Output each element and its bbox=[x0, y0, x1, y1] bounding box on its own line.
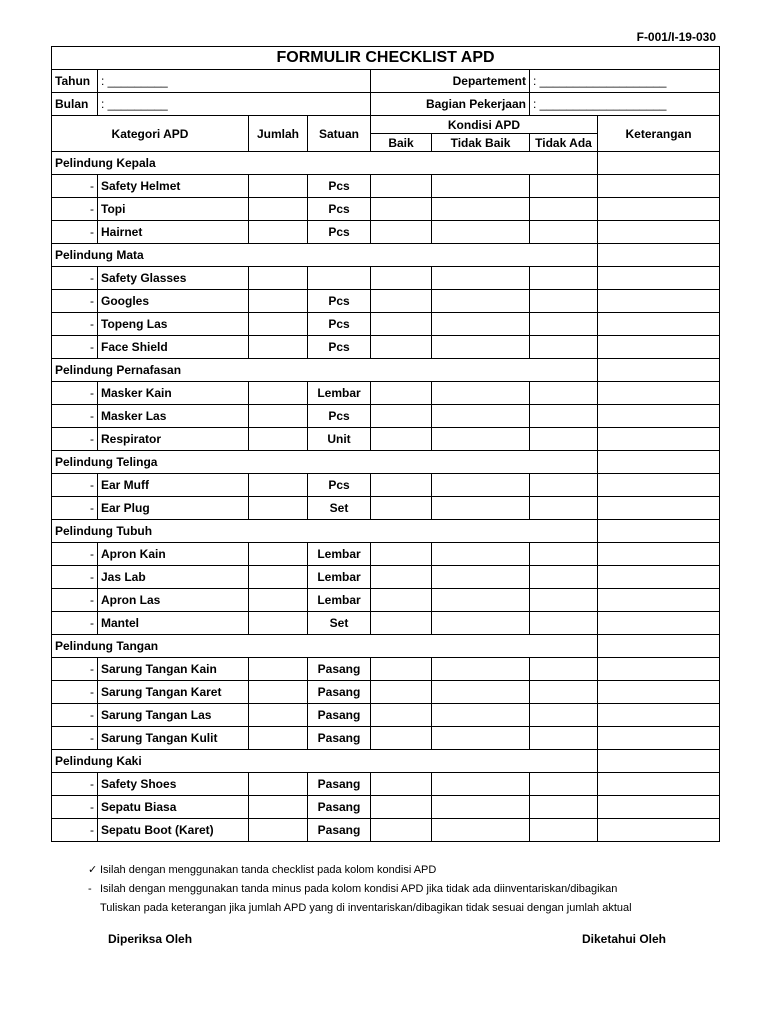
item-name: Hairnet bbox=[98, 221, 249, 244]
form-title: FORMULIR CHECKLIST APD bbox=[52, 47, 720, 70]
document-number: F-001/I-19-030 bbox=[636, 30, 716, 44]
item-name: Googles bbox=[98, 290, 249, 313]
header-kategori: Kategori APD bbox=[52, 116, 249, 152]
keterangan-cell[interactable] bbox=[598, 658, 720, 681]
keterangan-cell[interactable] bbox=[598, 566, 720, 589]
item-row bbox=[52, 727, 720, 750]
satuan-cell: Pasang bbox=[308, 727, 371, 750]
satuan-cell: Unit bbox=[308, 428, 371, 451]
diketahui-oleh-label: Diketahui Oleh bbox=[581, 932, 666, 946]
tidak-ada-cell[interactable] bbox=[530, 566, 598, 589]
item-dash: - bbox=[52, 313, 98, 336]
item-name: Sarung Tangan Las bbox=[98, 704, 249, 727]
tidak-baik-cell[interactable] bbox=[432, 658, 530, 681]
tidak-baik-cell[interactable] bbox=[432, 681, 530, 704]
item-row bbox=[52, 474, 720, 497]
category-name: Pelindung Pernafasan bbox=[52, 359, 598, 382]
item-dash: - bbox=[52, 773, 98, 796]
item-name: Sarung Tangan Kain bbox=[98, 658, 249, 681]
item-name: Respirator bbox=[98, 428, 249, 451]
item-name: Apron Las bbox=[98, 589, 249, 612]
jumlah-cell[interactable] bbox=[249, 658, 308, 681]
category-row bbox=[52, 359, 720, 382]
keterangan-cell[interactable] bbox=[598, 451, 720, 474]
category-name: Pelindung Telinga bbox=[52, 451, 598, 474]
jumlah-cell[interactable] bbox=[249, 336, 308, 359]
baik-cell[interactable] bbox=[371, 704, 432, 727]
keterangan-cell[interactable] bbox=[598, 405, 720, 428]
tidak-ada-cell[interactable] bbox=[530, 773, 598, 796]
tidak-ada-cell[interactable] bbox=[530, 589, 598, 612]
jumlah-cell[interactable] bbox=[249, 221, 308, 244]
baik-cell[interactable] bbox=[371, 175, 432, 198]
item-row bbox=[52, 428, 720, 451]
tidak-baik-cell[interactable] bbox=[432, 566, 530, 589]
item-dash: - bbox=[52, 704, 98, 727]
note-text: Isilah dengan menggunakan tanda checklist pada kolom kondisi APD bbox=[100, 864, 437, 876]
baik-cell[interactable] bbox=[371, 727, 432, 750]
jumlah-cell[interactable] bbox=[249, 382, 308, 405]
satuan-cell: Lembar bbox=[308, 382, 371, 405]
departement-field[interactable]: : ___________________ bbox=[530, 70, 720, 93]
satuan-cell: Pasang bbox=[308, 796, 371, 819]
baik-cell[interactable] bbox=[371, 267, 432, 290]
keterangan-cell[interactable] bbox=[598, 704, 720, 727]
item-name: Sarung Tangan Kulit bbox=[98, 727, 249, 750]
item-row bbox=[52, 681, 720, 704]
jumlah-cell[interactable] bbox=[249, 681, 308, 704]
keterangan-cell[interactable] bbox=[598, 175, 720, 198]
category-row bbox=[52, 152, 720, 175]
baik-cell[interactable] bbox=[371, 589, 432, 612]
baik-cell[interactable] bbox=[371, 290, 432, 313]
tidak-ada-cell[interactable] bbox=[530, 198, 598, 221]
item-dash: - bbox=[52, 267, 98, 290]
satuan-cell: Pasang bbox=[308, 773, 371, 796]
tidak-baik-cell[interactable] bbox=[432, 198, 530, 221]
item-name: Safety Glasses bbox=[98, 267, 249, 290]
tidak-ada-cell[interactable] bbox=[530, 336, 598, 359]
header-jumlah: Jumlah bbox=[249, 116, 308, 152]
category-name: Pelindung Kepala bbox=[52, 152, 598, 175]
header-kondisi: Kondisi APD bbox=[371, 116, 598, 134]
baik-cell[interactable] bbox=[371, 405, 432, 428]
departement-label: Departement bbox=[371, 70, 530, 93]
bulan-label: Bulan bbox=[52, 93, 98, 116]
note-item bbox=[88, 899, 632, 918]
tahun-label: Tahun bbox=[52, 70, 98, 93]
satuan-cell: Pcs bbox=[308, 198, 371, 221]
item-row bbox=[52, 658, 720, 681]
keterangan-cell[interactable] bbox=[598, 382, 720, 405]
tidak-baik-cell[interactable] bbox=[432, 819, 530, 842]
item-name: Apron Kain bbox=[98, 543, 249, 566]
item-dash: - bbox=[52, 727, 98, 750]
satuan-cell: Lembar bbox=[308, 589, 371, 612]
baik-cell[interactable] bbox=[371, 313, 432, 336]
tidak-ada-cell[interactable] bbox=[530, 796, 598, 819]
item-name: Face Shield bbox=[98, 336, 249, 359]
item-row bbox=[52, 382, 720, 405]
header-satuan: Satuan bbox=[308, 116, 371, 152]
keterangan-cell[interactable] bbox=[598, 497, 720, 520]
item-row bbox=[52, 796, 720, 819]
jumlah-cell[interactable] bbox=[249, 198, 308, 221]
keterangan-cell[interactable] bbox=[598, 773, 720, 796]
category-name: Pelindung Mata bbox=[52, 244, 598, 267]
note-text: Isilah dengan menggunakan tanda minus pada kolom kondisi APD jika tidak ada diinventariskan/dibagikan bbox=[100, 883, 618, 895]
item-name: Ear Plug bbox=[98, 497, 249, 520]
baik-cell[interactable] bbox=[371, 198, 432, 221]
satuan-cell: Pasang bbox=[308, 704, 371, 727]
baik-cell[interactable] bbox=[371, 773, 432, 796]
tidak-baik-cell[interactable] bbox=[432, 543, 530, 566]
tidak-ada-cell[interactable] bbox=[530, 382, 598, 405]
item-dash: - bbox=[52, 428, 98, 451]
satuan-cell: Set bbox=[308, 612, 371, 635]
tidak-ada-cell[interactable] bbox=[530, 497, 598, 520]
item-dash: - bbox=[52, 612, 98, 635]
tidak-baik-cell[interactable] bbox=[432, 336, 530, 359]
item-row bbox=[52, 290, 720, 313]
item-row bbox=[52, 313, 720, 336]
baik-cell[interactable] bbox=[371, 566, 432, 589]
item-row bbox=[52, 773, 720, 796]
dash-marker: - bbox=[88, 883, 92, 895]
header-tidak-ada: Tidak Ada bbox=[530, 134, 598, 152]
satuan-cell: Pcs bbox=[308, 221, 371, 244]
jumlah-cell[interactable] bbox=[249, 474, 308, 497]
instructions bbox=[88, 861, 632, 918]
keterangan-cell[interactable] bbox=[598, 474, 720, 497]
tidak-baik-cell[interactable] bbox=[432, 290, 530, 313]
tidak-baik-cell[interactable] bbox=[432, 221, 530, 244]
category-name: Pelindung Kaki bbox=[52, 750, 598, 773]
keterangan-cell[interactable] bbox=[598, 750, 720, 773]
category-row bbox=[52, 750, 720, 773]
jumlah-cell[interactable] bbox=[249, 267, 308, 290]
tidak-ada-cell[interactable] bbox=[530, 727, 598, 750]
item-row bbox=[52, 497, 720, 520]
satuan-cell: Set bbox=[308, 497, 371, 520]
tidak-baik-cell[interactable] bbox=[432, 405, 530, 428]
category-name: Pelindung Tubuh bbox=[52, 520, 598, 543]
check-icon: ✓ bbox=[88, 864, 98, 876]
tidak-ada-cell[interactable] bbox=[530, 290, 598, 313]
tidak-baik-cell[interactable] bbox=[432, 773, 530, 796]
baik-cell[interactable] bbox=[371, 497, 432, 520]
header-tidak-baik: Tidak Baik bbox=[432, 134, 530, 152]
tidak-ada-cell[interactable] bbox=[530, 681, 598, 704]
keterangan-cell[interactable] bbox=[598, 313, 720, 336]
keterangan-cell[interactable] bbox=[598, 290, 720, 313]
satuan-cell: Pasang bbox=[308, 658, 371, 681]
satuan-cell: Pcs bbox=[308, 405, 371, 428]
item-dash: - bbox=[52, 405, 98, 428]
category-row bbox=[52, 635, 720, 658]
jumlah-cell[interactable] bbox=[249, 428, 308, 451]
satuan-cell bbox=[308, 267, 371, 290]
jumlah-cell[interactable] bbox=[249, 175, 308, 198]
item-name: Topeng Las bbox=[98, 313, 249, 336]
item-dash: - bbox=[52, 336, 98, 359]
category-name: Pelindung Tangan bbox=[52, 635, 598, 658]
baik-cell[interactable] bbox=[371, 336, 432, 359]
item-name: Sepatu Biasa bbox=[98, 796, 249, 819]
keterangan-cell[interactable] bbox=[598, 221, 720, 244]
bagian-pekerjaan-field[interactable]: : ___________________ bbox=[530, 93, 720, 116]
jumlah-cell[interactable] bbox=[249, 773, 308, 796]
item-dash: - bbox=[52, 589, 98, 612]
item-name: Topi bbox=[98, 198, 249, 221]
checklist-table bbox=[51, 46, 720, 842]
jumlah-cell[interactable] bbox=[249, 727, 308, 750]
category-row bbox=[52, 451, 720, 474]
tidak-baik-cell[interactable] bbox=[432, 727, 530, 750]
tidak-baik-cell[interactable] bbox=[432, 382, 530, 405]
item-dash: - bbox=[52, 497, 98, 520]
item-dash: - bbox=[52, 382, 98, 405]
satuan-cell: Pcs bbox=[308, 313, 371, 336]
item-name: Ear Muff bbox=[98, 474, 249, 497]
item-row bbox=[52, 566, 720, 589]
tidak-ada-cell[interactable] bbox=[530, 175, 598, 198]
item-row bbox=[52, 704, 720, 727]
note-text: Tuliskan pada keterangan jika jumlah APD yang di inventariskan/dibagikan tidak sesuai dengan jumlah aktual bbox=[100, 902, 632, 914]
keterangan-cell[interactable] bbox=[598, 635, 720, 658]
item-row bbox=[52, 612, 720, 635]
item-dash: - bbox=[52, 290, 98, 313]
keterangan-cell[interactable] bbox=[598, 359, 720, 382]
item-dash: - bbox=[52, 819, 98, 842]
item-name: Safety Shoes bbox=[98, 773, 249, 796]
keterangan-cell[interactable] bbox=[598, 520, 720, 543]
tidak-ada-cell[interactable] bbox=[530, 612, 598, 635]
keterangan-cell[interactable] bbox=[598, 198, 720, 221]
baik-cell[interactable] bbox=[371, 382, 432, 405]
item-dash: - bbox=[52, 796, 98, 819]
satuan-cell: Lembar bbox=[308, 566, 371, 589]
keterangan-cell[interactable] bbox=[598, 336, 720, 359]
category-row bbox=[52, 244, 720, 267]
tidak-ada-cell[interactable] bbox=[530, 267, 598, 290]
item-name: Sepatu Boot (Karet) bbox=[98, 819, 249, 842]
satuan-cell: Pcs bbox=[308, 290, 371, 313]
item-name: Safety Helmet bbox=[98, 175, 249, 198]
item-row bbox=[52, 221, 720, 244]
item-row bbox=[52, 405, 720, 428]
item-dash: - bbox=[52, 681, 98, 704]
tidak-baik-cell[interactable] bbox=[432, 313, 530, 336]
satuan-cell: Lembar bbox=[308, 543, 371, 566]
baik-cell[interactable] bbox=[371, 612, 432, 635]
jumlah-cell[interactable] bbox=[249, 290, 308, 313]
baik-cell[interactable] bbox=[371, 428, 432, 451]
keterangan-cell[interactable] bbox=[598, 543, 720, 566]
keterangan-cell[interactable] bbox=[598, 612, 720, 635]
jumlah-cell[interactable] bbox=[249, 313, 308, 336]
tidak-baik-cell[interactable] bbox=[432, 267, 530, 290]
tahun-field[interactable]: : _________ bbox=[98, 70, 371, 93]
baik-cell[interactable] bbox=[371, 543, 432, 566]
note-item bbox=[88, 880, 632, 899]
baik-cell[interactable] bbox=[371, 474, 432, 497]
satuan-cell: Pcs bbox=[308, 175, 371, 198]
keterangan-cell[interactable] bbox=[598, 819, 720, 842]
satuan-cell: Pcs bbox=[308, 336, 371, 359]
item-dash: - bbox=[52, 221, 98, 244]
tidak-baik-cell[interactable] bbox=[432, 497, 530, 520]
satuan-cell: Pasang bbox=[308, 681, 371, 704]
jumlah-cell[interactable] bbox=[249, 497, 308, 520]
tidak-ada-cell[interactable] bbox=[530, 428, 598, 451]
baik-cell[interactable] bbox=[371, 221, 432, 244]
jumlah-cell[interactable] bbox=[249, 589, 308, 612]
header-keterangan: Keterangan bbox=[598, 116, 720, 152]
tidak-ada-cell[interactable] bbox=[530, 474, 598, 497]
note-item bbox=[88, 861, 632, 880]
jumlah-cell[interactable] bbox=[249, 819, 308, 842]
tidak-ada-cell[interactable] bbox=[530, 405, 598, 428]
jumlah-cell[interactable] bbox=[249, 405, 308, 428]
item-row bbox=[52, 175, 720, 198]
tidak-baik-cell[interactable] bbox=[432, 589, 530, 612]
keterangan-cell[interactable] bbox=[598, 681, 720, 704]
item-dash: - bbox=[52, 566, 98, 589]
header-baik: Baik bbox=[371, 134, 432, 152]
item-row bbox=[52, 589, 720, 612]
tidak-ada-cell[interactable] bbox=[530, 543, 598, 566]
keterangan-cell[interactable] bbox=[598, 796, 720, 819]
baik-cell[interactable] bbox=[371, 681, 432, 704]
tidak-ada-cell[interactable] bbox=[530, 313, 598, 336]
tidak-baik-cell[interactable] bbox=[432, 428, 530, 451]
item-dash: - bbox=[52, 543, 98, 566]
baik-cell[interactable] bbox=[371, 796, 432, 819]
tidak-baik-cell[interactable] bbox=[432, 175, 530, 198]
item-dash: - bbox=[52, 658, 98, 681]
diperiksa-oleh-label: Diperiksa Oleh bbox=[108, 932, 193, 946]
item-dash: - bbox=[52, 198, 98, 221]
item-name: Sarung Tangan Karet bbox=[98, 681, 249, 704]
bulan-field[interactable]: : _________ bbox=[98, 93, 371, 116]
item-row bbox=[52, 198, 720, 221]
item-row bbox=[52, 336, 720, 359]
item-name: Masker Kain bbox=[98, 382, 249, 405]
keterangan-cell[interactable] bbox=[598, 152, 720, 175]
satuan-cell: Pcs bbox=[308, 474, 371, 497]
item-name: Masker Las bbox=[98, 405, 249, 428]
tidak-ada-cell[interactable] bbox=[530, 221, 598, 244]
keterangan-cell[interactable] bbox=[598, 428, 720, 451]
tidak-baik-cell[interactable] bbox=[432, 612, 530, 635]
keterangan-cell[interactable] bbox=[598, 244, 720, 267]
tidak-ada-cell[interactable] bbox=[530, 819, 598, 842]
tidak-baik-cell[interactable] bbox=[432, 474, 530, 497]
jumlah-cell[interactable] bbox=[249, 704, 308, 727]
jumlah-cell[interactable] bbox=[249, 566, 308, 589]
item-row bbox=[52, 543, 720, 566]
satuan-cell: Pasang bbox=[308, 819, 371, 842]
item-name: Mantel bbox=[98, 612, 249, 635]
tidak-baik-cell[interactable] bbox=[432, 796, 530, 819]
item-row bbox=[52, 819, 720, 842]
baik-cell[interactable] bbox=[371, 658, 432, 681]
baik-cell[interactable] bbox=[371, 819, 432, 842]
keterangan-cell[interactable] bbox=[598, 267, 720, 290]
tidak-baik-cell[interactable] bbox=[432, 704, 530, 727]
item-row bbox=[52, 267, 720, 290]
tidak-ada-cell[interactable] bbox=[530, 658, 598, 681]
tidak-ada-cell[interactable] bbox=[530, 704, 598, 727]
keterangan-cell[interactable] bbox=[598, 727, 720, 750]
item-name: Jas Lab bbox=[98, 566, 249, 589]
jumlah-cell[interactable] bbox=[249, 612, 308, 635]
item-dash: - bbox=[52, 474, 98, 497]
item-dash: - bbox=[52, 175, 98, 198]
jumlah-cell[interactable] bbox=[249, 543, 308, 566]
jumlah-cell[interactable] bbox=[249, 796, 308, 819]
category-row bbox=[52, 520, 720, 543]
keterangan-cell[interactable] bbox=[598, 589, 720, 612]
bagian-pekerjaan-label: Bagian Pekerjaan bbox=[371, 93, 530, 116]
